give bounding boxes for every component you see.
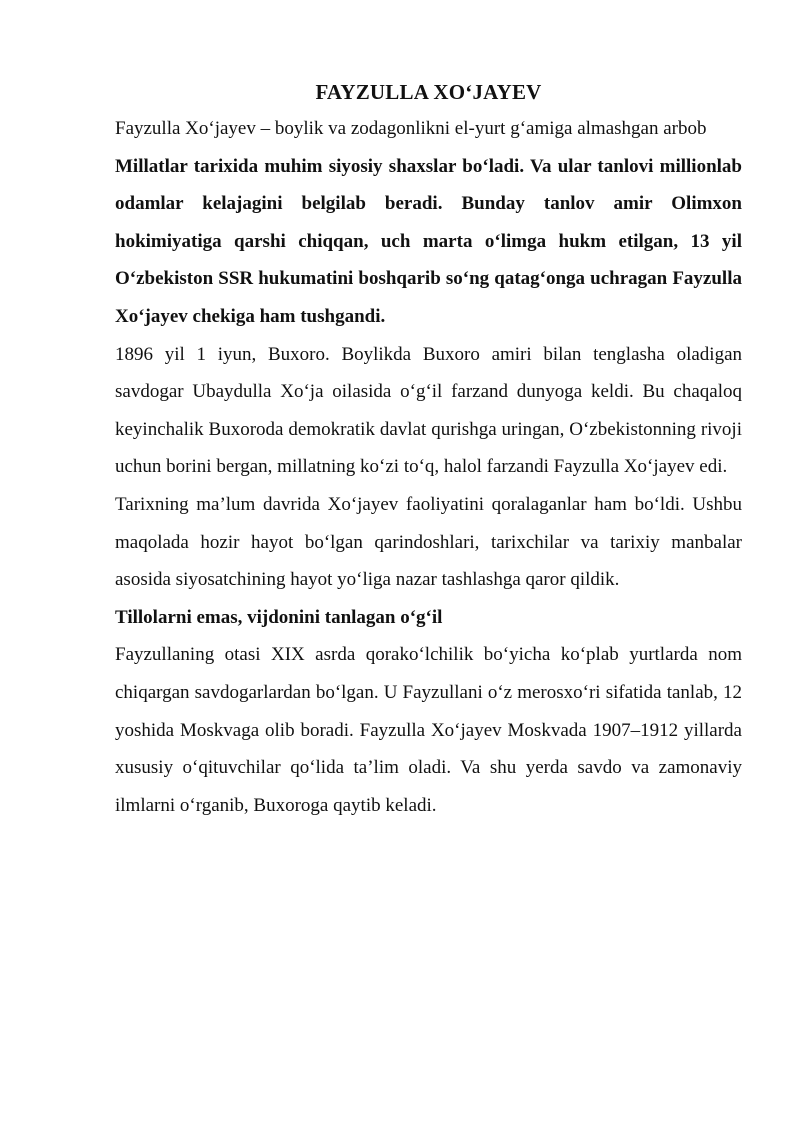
- document-page: [115, 74, 742, 824]
- paragraph-father: Fayzullaning otasi XIX asrda qorako‘lchilik bo‘yicha ko‘plab yurtlarda nom chiqargan savdogarlardan bo‘lgan. U Fayzullani o‘z merosxo‘ri sifatida tanlab, 12 yoshida Moskvaga olib boradi. Fayzulla Xo‘jayev Moskvada 1907–1912 yillarda xususiy o‘qituvchilar qo‘lida ta’lim oladi. Va shu yerda savdo va zamonaviy ilmlarni o‘rganib, Buxoroga qaytib keladi.: [115, 644, 742, 816]
- lead-paragraph: Millatlar tarixida muhim siyosiy shaxslar bo‘ladi. Va ular tanlovi millionlab odamlar kelajagini belgilab beradi. Bunday tanlov amir Olimxon hokimiyatiga qarshi chiqqan, uch marta o‘limga hukm etilgan, 13 yil O‘zbekiston SSR hukumatini boshqarib so‘ng qatag‘onga uchragan Fayzulla Xo‘jayev chekiga ham tushgandi.: [115, 155, 742, 327]
- paragraph-article-intro: Tarixning ma’lum davrida Xo‘jayev faoliyatini qoralaganlar ham bo‘ldi. Ushbu maqolada hozir hayot bo‘lgan qarindoshlari, tarixchilar va tarixiy manbalar asosida siyosatchining hayot yo‘liga nazar tashlashga qaror qildik.: [115, 493, 742, 591]
- section-heading: Tillolarni emas, vijdonini tanlagan o‘g‘il: [115, 606, 443, 628]
- document-title: FAYZULLA XO‘JAYEV: [315, 80, 542, 104]
- document-subtitle: Fayzulla Xo‘jayev – boylik va zodagonlikni el-yurt g‘amiga almashgan arbob: [115, 118, 707, 139]
- paragraph-birth: 1896 yil 1 iyun, Buxoro. Boylikda Buxoro amiri bilan tenglasha oladigan savdogar Ubaydulla Xo‘ja oilasida o‘g‘il farzand dunyoga keldi. Bu chaqaloq keyinchalik Buxoroda demokratik davlat qurishga uringan, O‘zbekistonning rivoji uchun borini bergan, millatning ko‘zi to‘q, halol farzandi Fayzulla Xo‘jayev edi.: [115, 343, 742, 478]
